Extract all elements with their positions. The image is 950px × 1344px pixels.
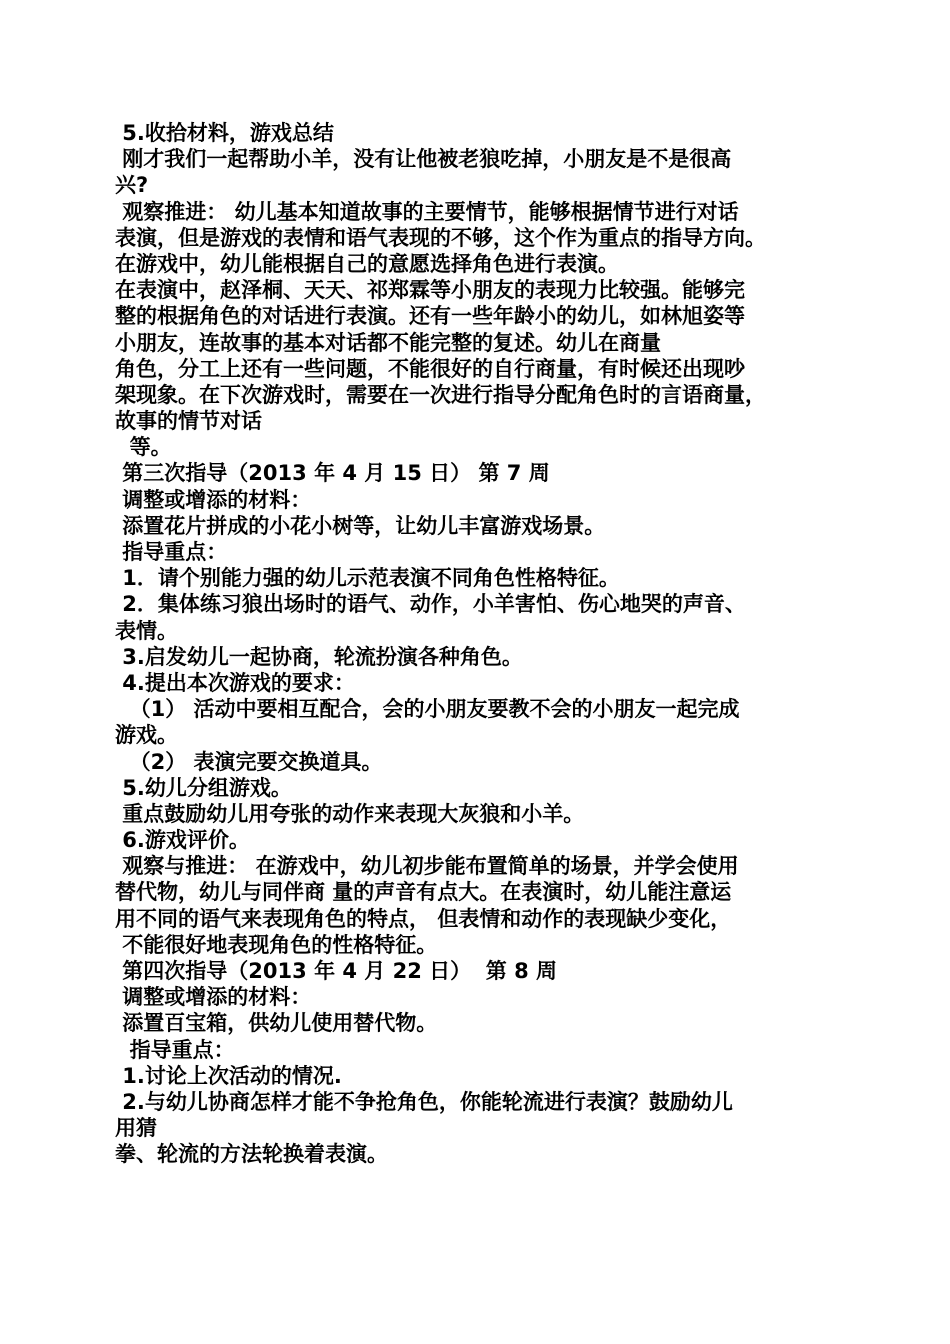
text-line: （2） 表演完要交换道具。	[115, 749, 383, 774]
text-line: 6.游戏评价。	[115, 828, 250, 853]
text-line: 在游戏中，幼儿能根据自己的意愿选择角色进行表演。	[115, 251, 619, 276]
text-line: 表演，但是游戏的表情和语气表现的不够，这个作为重点的指导方向。	[115, 225, 766, 250]
text-line: 3.启发幼儿一起协商，轮流扮演各种角色。	[115, 644, 523, 669]
text-line: 指导重点：	[115, 540, 228, 564]
text-line: 1．请个别能力强的幼儿示范表演不同角色性格特征。	[115, 566, 620, 591]
text-line: 5.收拾材料，游戏总结	[115, 121, 334, 145]
text-line: 观察与推进： 在游戏中，幼儿初步能布置简单的场景，并学会使用	[115, 854, 739, 879]
text-line: 兴?	[115, 173, 149, 198]
text-line: 整的根据角色的对话进行表演。还有一些年龄小的幼儿，如林旭姿等	[115, 304, 745, 329]
section-heading-fourth-guidance: 第四次指导（2013 年 4 月 22 日） 第 8 周	[115, 959, 558, 983]
text-line: 添置花片拼成的小花小树等，让幼儿丰富游戏场景。	[115, 513, 606, 538]
text-line: 不能很好地表现角色的性格特征。	[115, 932, 438, 957]
text-line: 小朋友，连故事的基本对话都不能完整的复述。幼儿在商量	[115, 330, 661, 355]
document-body	[115, 120, 855, 1168]
text-line: （1） 活动中要相互配合，会的小朋友要教不会的小朋友一起完成	[115, 697, 740, 722]
section-heading-third-guidance: 第三次指导（2013 年 4 月 15 日） 第 7 周	[115, 461, 550, 486]
text-line: 表情。	[115, 618, 178, 643]
text-line: 游戏。	[115, 723, 178, 748]
text-line: 等。	[115, 435, 172, 460]
text-line: 指导重点：	[115, 1037, 235, 1062]
text-line: 重点鼓励幼儿用夸张的动作来表现大灰狼和小羊。	[115, 801, 585, 826]
text-line: 2．集体练习狼出场时的语气、动作，小羊害怕、伤心地哭的声音、	[115, 592, 746, 617]
text-line: 调整或增添的材料：	[115, 985, 312, 1010]
text-line: 5.幼儿分组游戏。	[115, 775, 292, 800]
text-line: 1.讨论上次活动的情况.	[115, 1063, 342, 1088]
text-line: 观察推进： 幼儿基本知道故事的主要情节，能够根据情节进行对话	[115, 199, 739, 224]
text-line: 添置百宝箱，供幼儿使用替代物。	[115, 1011, 438, 1036]
text-line: 刚才我们一起帮助小羊，没有让他被老狼吃掉，小朋友是不是很高	[115, 147, 732, 172]
text-line: 拳、轮流的方法轮换着表演。	[115, 1142, 388, 1167]
text-line: 4.提出本次游戏的要求：	[115, 670, 355, 695]
text-line: 调整或增添的材料：	[115, 487, 312, 512]
text-line: 2.与幼儿协商怎样才能不争抢角色，你能轮流进行表演？鼓励幼儿	[115, 1089, 733, 1114]
text-line: 故事的情节对话	[115, 409, 262, 434]
text-line: 用不同的语气来表现角色的特点， 但表情和动作的表现缺少变化，	[115, 906, 732, 931]
text-line: 架现象。在下次游戏时，需要在一次进行指导分配角色时的言语商量，	[115, 382, 766, 407]
text-line: 在表演中，赵泽桐、天天、祁郑霖等小朋友的表现力比较强。能够完	[115, 278, 745, 303]
text-line: 替代物，幼儿与同伴商 量的声音有点大。在表演时，幼儿能注意运	[115, 880, 732, 905]
text-line: 用猜	[115, 1116, 157, 1141]
text-line: 角色，分工上还有一些问题，不能很好的自行商量，有时候还出现吵	[115, 356, 745, 381]
